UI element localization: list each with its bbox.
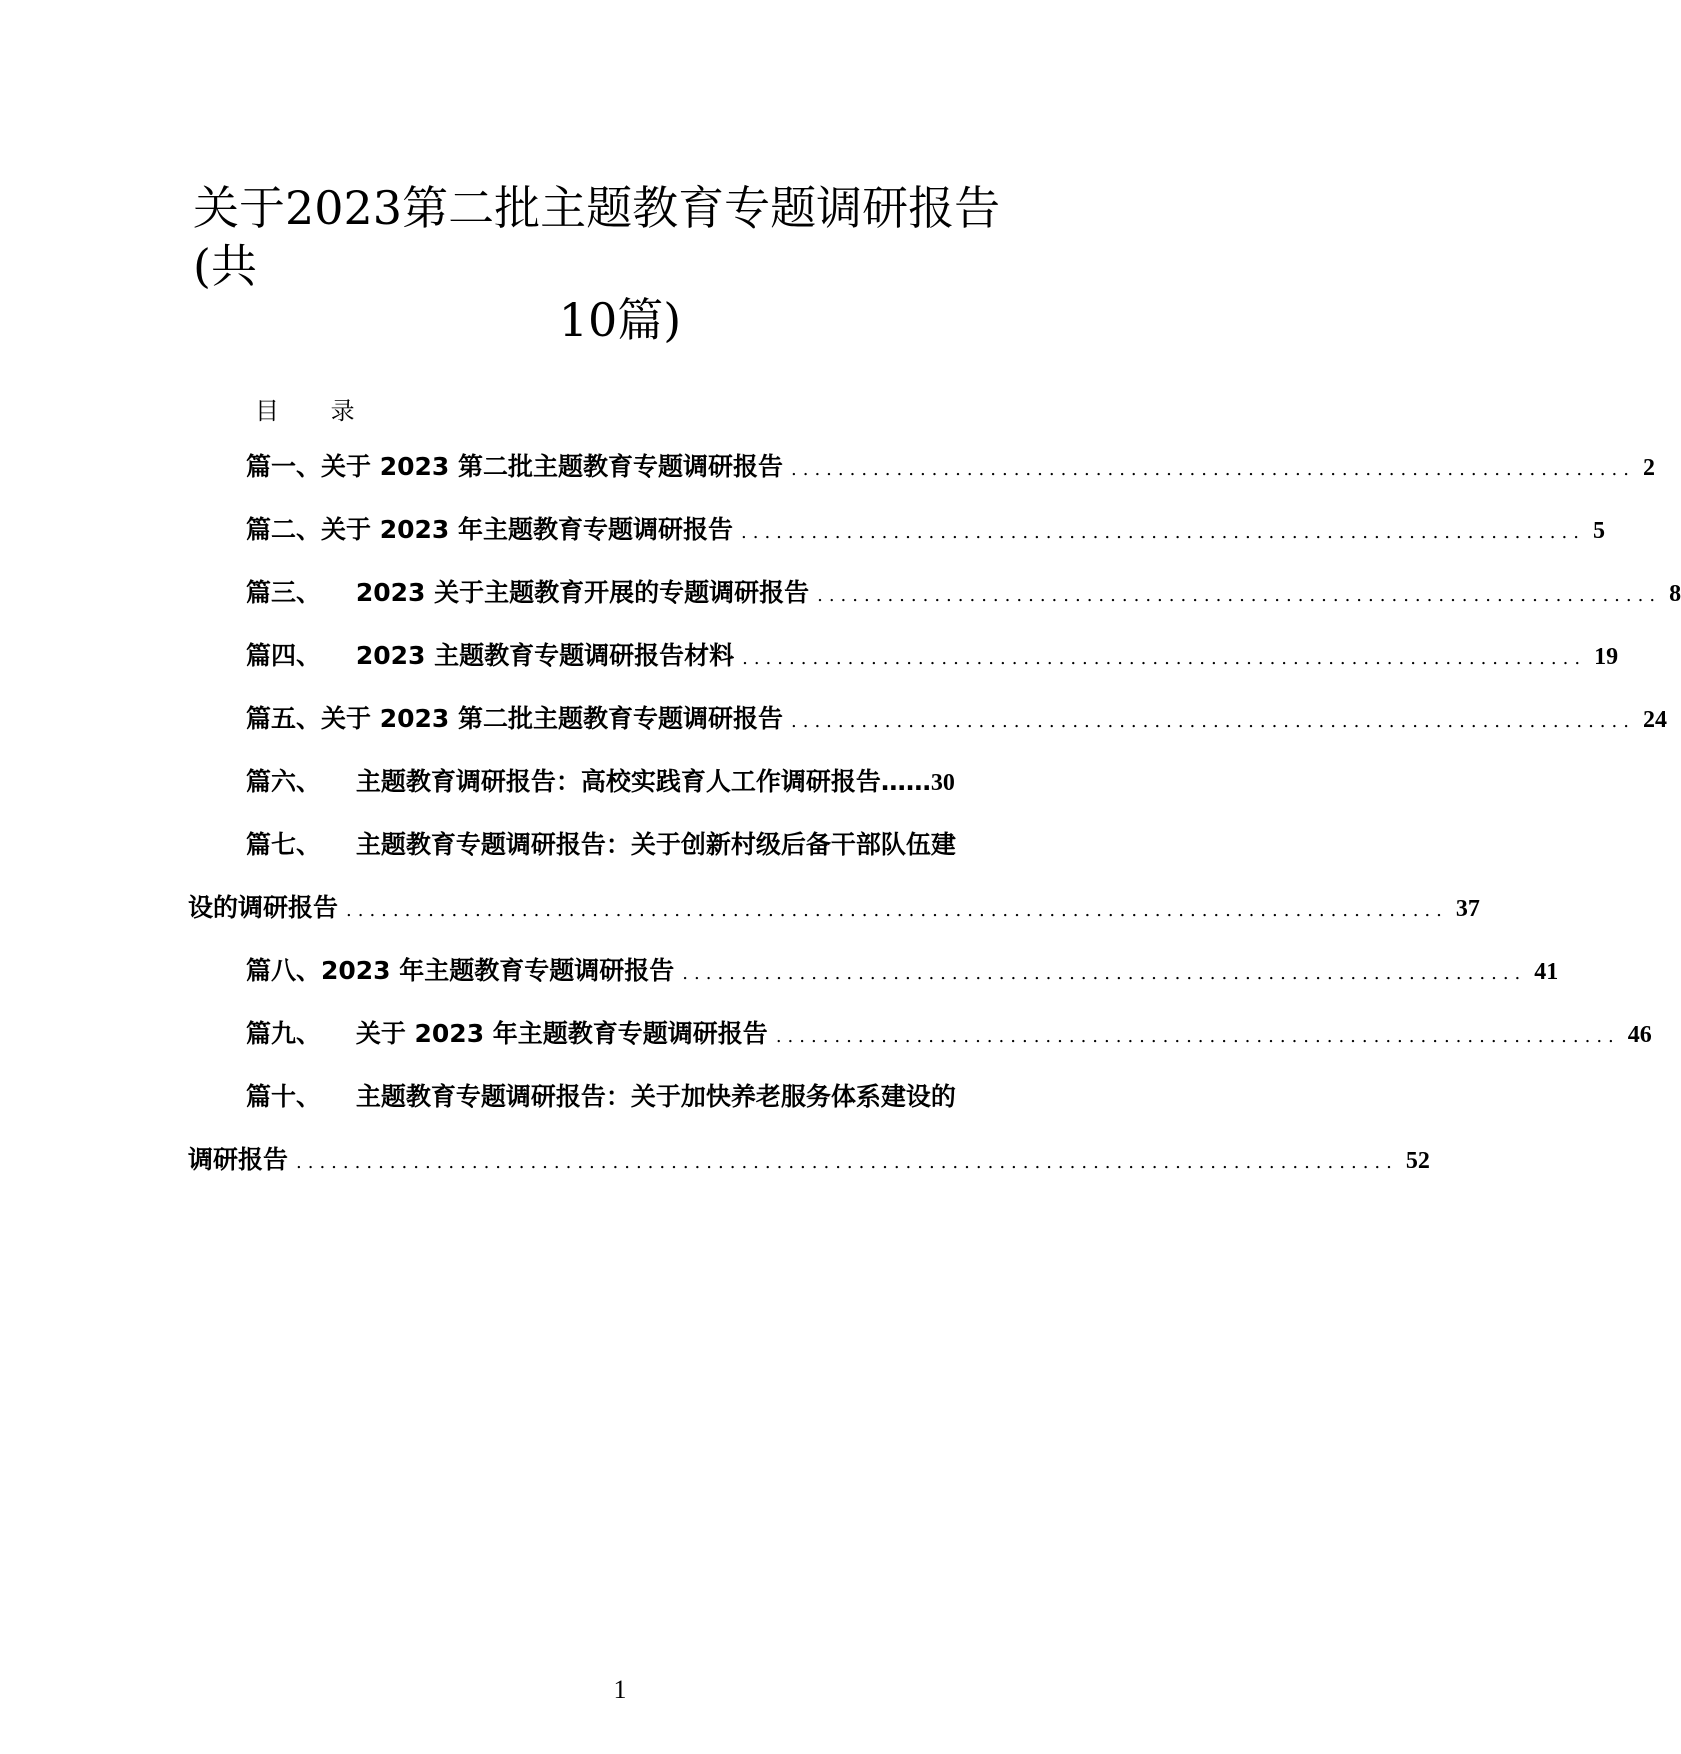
toc-entry-label: 篇四、 2023 主题教育专题调研报告材料: [246, 641, 735, 670]
toc-entry-label: 调研报告: [188, 1145, 289, 1174]
toc-entry-label: 篇一、关于 2023 第二批主题教育专题调研报告: [246, 452, 783, 481]
toc-entry[interactable]: [188, 891, 1480, 928]
document-title: 关于2023第二批主题教育专题调研报告: [193, 181, 1001, 235]
toc-entry-first-line[interactable]: 篇七、 主题教育专题调研报告：关于创新村级后备干部队伍建: [246, 830, 956, 859]
toc-entry-label: 篇八、2023 年主题教育专题调研报告: [246, 956, 675, 985]
toc-entry-label: 篇九、 关于 2023 年主题教育专题调研报告: [246, 1019, 768, 1048]
document-title-continued: (共: [193, 239, 257, 293]
toc-entry[interactable]: [246, 513, 1605, 550]
toc-entry-label: 篇六、 主题教育调研报告：高校实践育人工作调研报告……: [246, 767, 931, 796]
document-title-count: 10篇): [558, 293, 682, 347]
toc-entry-label: 篇二、关于 2023 年主题教育专题调研报告: [246, 515, 733, 544]
toc-entry[interactable]: [188, 1143, 1430, 1180]
page-number: 1: [613, 1675, 627, 1704]
toc-entry[interactable]: [246, 450, 1655, 487]
toc-entry[interactable]: [246, 702, 1667, 739]
toc-entry-page: 46: [1627, 1022, 1652, 1048]
toc-entry-first-line[interactable]: 篇十、 主题教育专题调研报告：关于加快养老服务体系建设的: [246, 1082, 956, 1111]
toc-entry-label: 篇五、关于 2023 第二批主题教育专题调研报告: [246, 704, 783, 733]
toc-dot-leader: ..............................................................................................: [346, 900, 1448, 921]
toc-entry-page: 19: [1594, 644, 1619, 670]
toc-dot-leader: ........................................................................: [817, 585, 1662, 606]
toc-dot-leader: ........................................................................: [791, 711, 1635, 732]
toc-heading: 目 录: [255, 397, 377, 425]
toc-entry[interactable]: [246, 954, 1559, 991]
toc-dot-leader: ........................................................................: [775, 1026, 1620, 1047]
toc-entry[interactable]: [246, 765, 1044, 800]
toc-entry-page: 5: [1592, 518, 1605, 544]
toc-entry-page: 41: [1534, 959, 1559, 985]
toc-dot-leader: ........................................................................: [742, 648, 1587, 669]
toc-entry-page: 24: [1642, 707, 1667, 733]
toc-dot-leader: ..............................................................................................: [296, 1152, 1398, 1173]
toc-entry-page: 8: [1669, 581, 1681, 607]
toc-entry[interactable]: [246, 639, 1619, 676]
toc-dot-leader: ........................................................................: [791, 459, 1635, 480]
toc-entry-page: 37: [1455, 896, 1480, 922]
toc-dot-leader: ........................................................................: [741, 522, 1585, 543]
toc-entry-label: 设的调研报告: [188, 893, 339, 922]
toc-entry-page: 30: [930, 770, 955, 796]
toc-entry-page: 52: [1405, 1148, 1430, 1174]
toc-entry[interactable]: [246, 576, 1681, 613]
toc-dot-leader: ........................................................................: [682, 963, 1527, 984]
toc-entry[interactable]: [246, 1017, 1652, 1054]
toc-entry-label: 篇三、 2023 关于主题教育开展的专题调研报告: [246, 578, 810, 607]
toc-entry-page: 2: [1642, 455, 1655, 481]
